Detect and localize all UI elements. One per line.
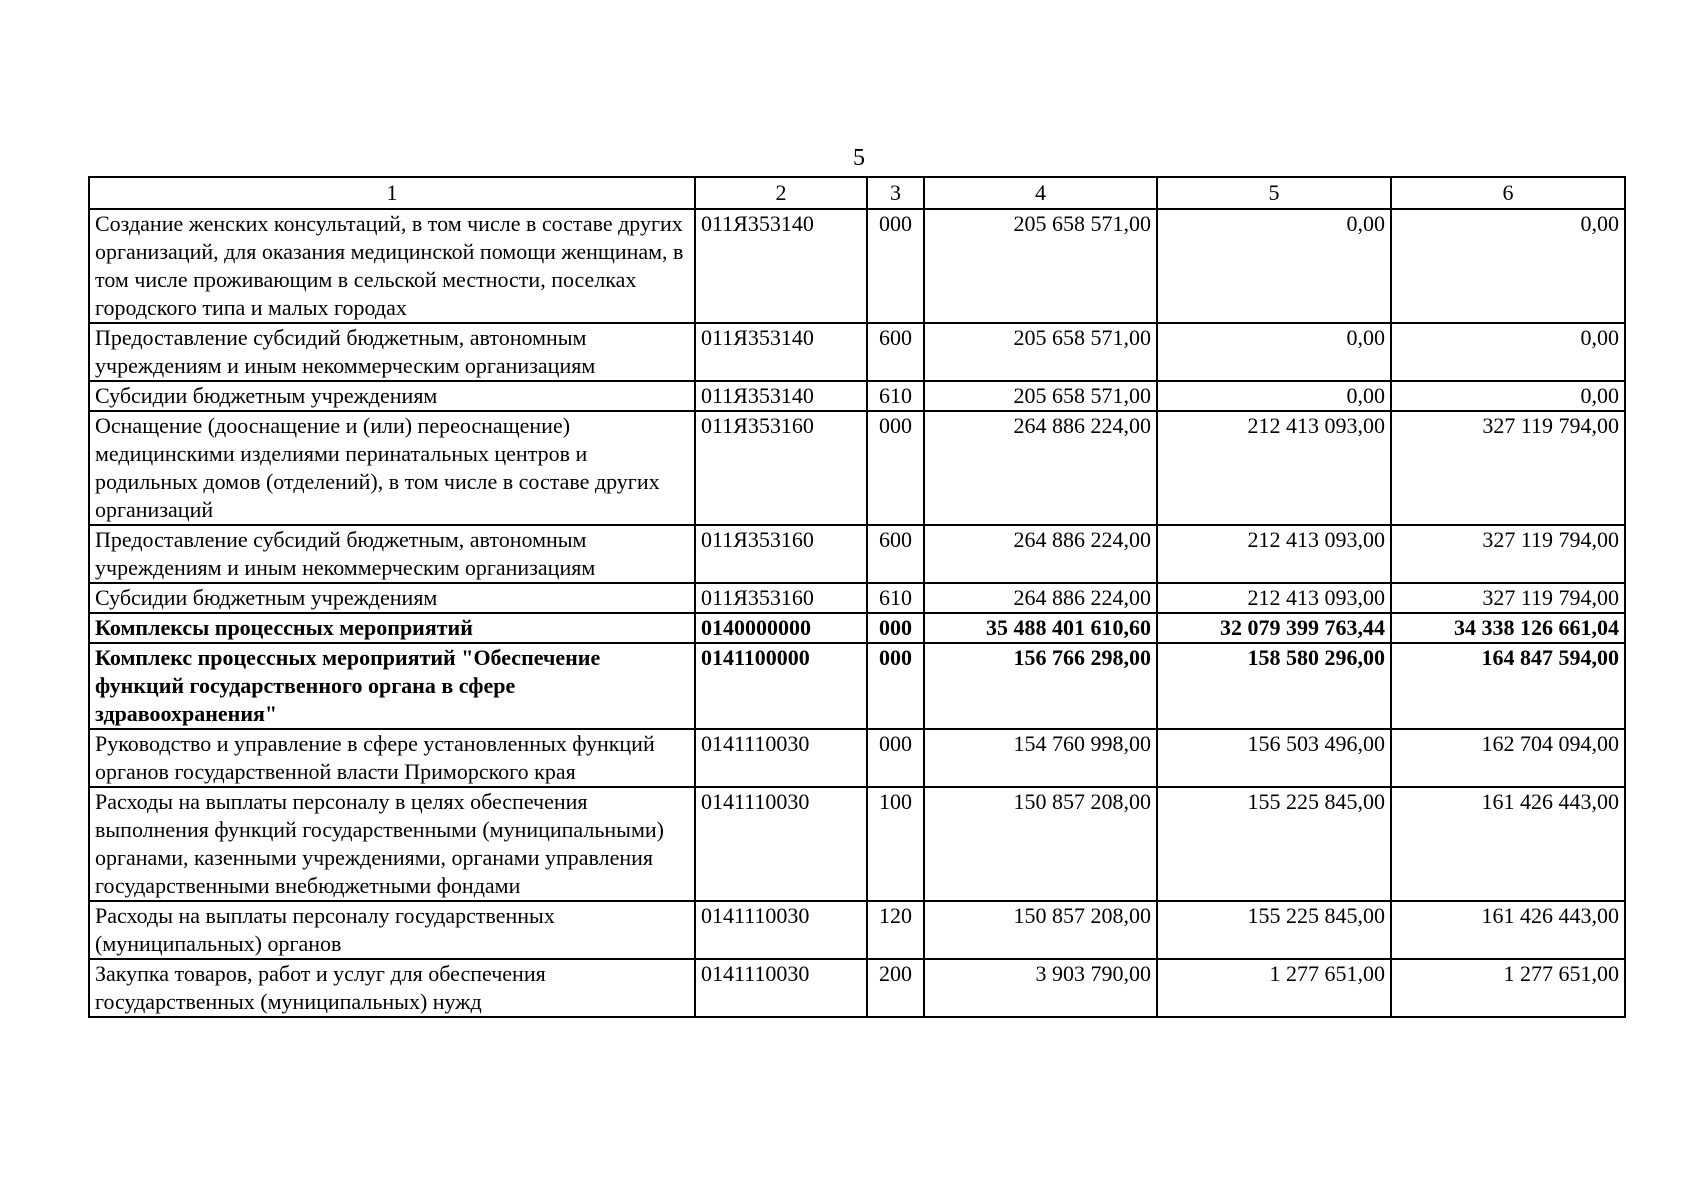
row-amount-col4: 205 658 571,00 [924, 381, 1157, 411]
column-header: 3 [867, 177, 924, 209]
row-expense-type: 100 [867, 787, 924, 901]
column-number-row [89, 177, 1625, 209]
row-name: Создание женских консультаций, в том числе в составе других организаций, для оказания медицинской помощи женщинам, в том числе проживающим в сельской местности, поселках городского типа и малых городах [89, 209, 695, 323]
row-amount-col5: 0,00 [1157, 323, 1391, 381]
row-target-code: 0141110030 [695, 787, 867, 901]
row-target-code: 011Я353160 [695, 583, 867, 613]
row-amount-col6: 0,00 [1391, 381, 1625, 411]
table-row [89, 411, 1625, 525]
table-row [89, 381, 1625, 411]
row-name: Предоставление субсидий бюджетным, автономным учреждениям и иным некоммерческим организациям [89, 525, 695, 583]
row-expense-type: 000 [867, 411, 924, 525]
row-target-code: 011Я353160 [695, 411, 867, 525]
row-amount-col5: 212 413 093,00 [1157, 583, 1391, 613]
row-target-code: 0140000000 [695, 613, 867, 643]
row-name: Расходы на выплаты персоналу в целях обеспечения выполнения функций государственными (муниципальными) органами, казенными учреждениями, органами управления государственными внебюджетными фондами [89, 787, 695, 901]
row-target-code: 011Я353140 [695, 323, 867, 381]
row-amount-col6: 164 847 594,00 [1391, 643, 1625, 729]
row-expense-type: 610 [867, 583, 924, 613]
row-expense-type: 120 [867, 901, 924, 959]
row-target-code: 0141110030 [695, 729, 867, 787]
row-name: Оснащение (дооснащение и (или) переоснащение) медицинскими изделиями перинатальных центров и родильных домов (отделений), в том числе в составе других организаций [89, 411, 695, 525]
row-name: Предоставление субсидий бюджетным, автономным учреждениям и иным некоммерческим организациям [89, 323, 695, 381]
row-expense-type: 600 [867, 525, 924, 583]
row-name: Руководство и управление в сфере установленных функций органов государственной власти Приморского края [89, 729, 695, 787]
table-row [89, 901, 1625, 959]
row-amount-col4: 35 488 401 610,60 [924, 613, 1157, 643]
row-target-code: 011Я353140 [695, 209, 867, 323]
row-amount-col5: 32 079 399 763,44 [1157, 613, 1391, 643]
row-expense-type: 000 [867, 613, 924, 643]
row-name: Комплексы процессных мероприятий [89, 613, 695, 643]
row-name: Субсидии бюджетным учреждениям [89, 381, 695, 411]
row-amount-col6: 327 119 794,00 [1391, 583, 1625, 613]
column-header: 5 [1157, 177, 1391, 209]
row-amount-col6: 34 338 126 661,04 [1391, 613, 1625, 643]
row-amount-col4: 150 857 208,00 [924, 901, 1157, 959]
row-amount-col4: 264 886 224,00 [924, 583, 1157, 613]
row-name: Расходы на выплаты персоналу государственных (муниципальных) органов [89, 901, 695, 959]
row-amount-col6: 0,00 [1391, 209, 1625, 323]
row-amount-col5: 155 225 845,00 [1157, 787, 1391, 901]
row-expense-type: 600 [867, 323, 924, 381]
row-amount-col6: 327 119 794,00 [1391, 411, 1625, 525]
table-row [89, 613, 1625, 643]
row-amount-col4: 205 658 571,00 [924, 323, 1157, 381]
table-row [89, 729, 1625, 787]
row-name: Комплекс процессных мероприятий "Обеспечение функций государственного органа в сфере здравоохранения" [89, 643, 695, 729]
row-amount-col6: 162 704 094,00 [1391, 729, 1625, 787]
row-amount-col4: 264 886 224,00 [924, 525, 1157, 583]
table-row [89, 959, 1625, 1017]
row-expense-type: 610 [867, 381, 924, 411]
column-header: 6 [1391, 177, 1625, 209]
row-amount-col5: 156 503 496,00 [1157, 729, 1391, 787]
row-amount-col4: 205 658 571,00 [924, 209, 1157, 323]
row-amount-col4: 264 886 224,00 [924, 411, 1157, 525]
table-row [89, 787, 1625, 901]
page-number: 5 [853, 145, 865, 171]
column-header: 1 [89, 177, 695, 209]
row-target-code: 011Я353140 [695, 381, 867, 411]
row-target-code: 0141110030 [695, 959, 867, 1017]
row-amount-col4: 156 766 298,00 [924, 643, 1157, 729]
row-expense-type: 000 [867, 643, 924, 729]
row-amount-col4: 3 903 790,00 [924, 959, 1157, 1017]
row-name: Субсидии бюджетным учреждениям [89, 583, 695, 613]
table-row [89, 525, 1625, 583]
row-amount-col5: 0,00 [1157, 381, 1391, 411]
budget-table [88, 176, 1626, 1018]
column-header: 2 [695, 177, 867, 209]
table-row [89, 643, 1625, 729]
column-header: 4 [924, 177, 1157, 209]
table-row [89, 583, 1625, 613]
row-amount-col6: 1 277 651,00 [1391, 959, 1625, 1017]
row-amount-col5: 0,00 [1157, 209, 1391, 323]
row-amount-col6: 161 426 443,00 [1391, 787, 1625, 901]
table-row [89, 323, 1625, 381]
table-row [89, 209, 1625, 323]
row-amount-col5: 158 580 296,00 [1157, 643, 1391, 729]
row-target-code: 0141110030 [695, 901, 867, 959]
row-amount-col5: 1 277 651,00 [1157, 959, 1391, 1017]
row-amount-col6: 0,00 [1391, 323, 1625, 381]
row-amount-col4: 150 857 208,00 [924, 787, 1157, 901]
row-target-code: 011Я353160 [695, 525, 867, 583]
row-amount-col5: 212 413 093,00 [1157, 525, 1391, 583]
row-expense-type: 200 [867, 959, 924, 1017]
row-name: Закупка товаров, работ и услуг для обеспечения государственных (муниципальных) нужд [89, 959, 695, 1017]
row-amount-col5: 155 225 845,00 [1157, 901, 1391, 959]
row-expense-type: 000 [867, 729, 924, 787]
row-amount-col4: 154 760 998,00 [924, 729, 1157, 787]
row-expense-type: 000 [867, 209, 924, 323]
row-amount-col5: 212 413 093,00 [1157, 411, 1391, 525]
row-amount-col6: 327 119 794,00 [1391, 525, 1625, 583]
row-target-code: 0141100000 [695, 643, 867, 729]
row-amount-col6: 161 426 443,00 [1391, 901, 1625, 959]
